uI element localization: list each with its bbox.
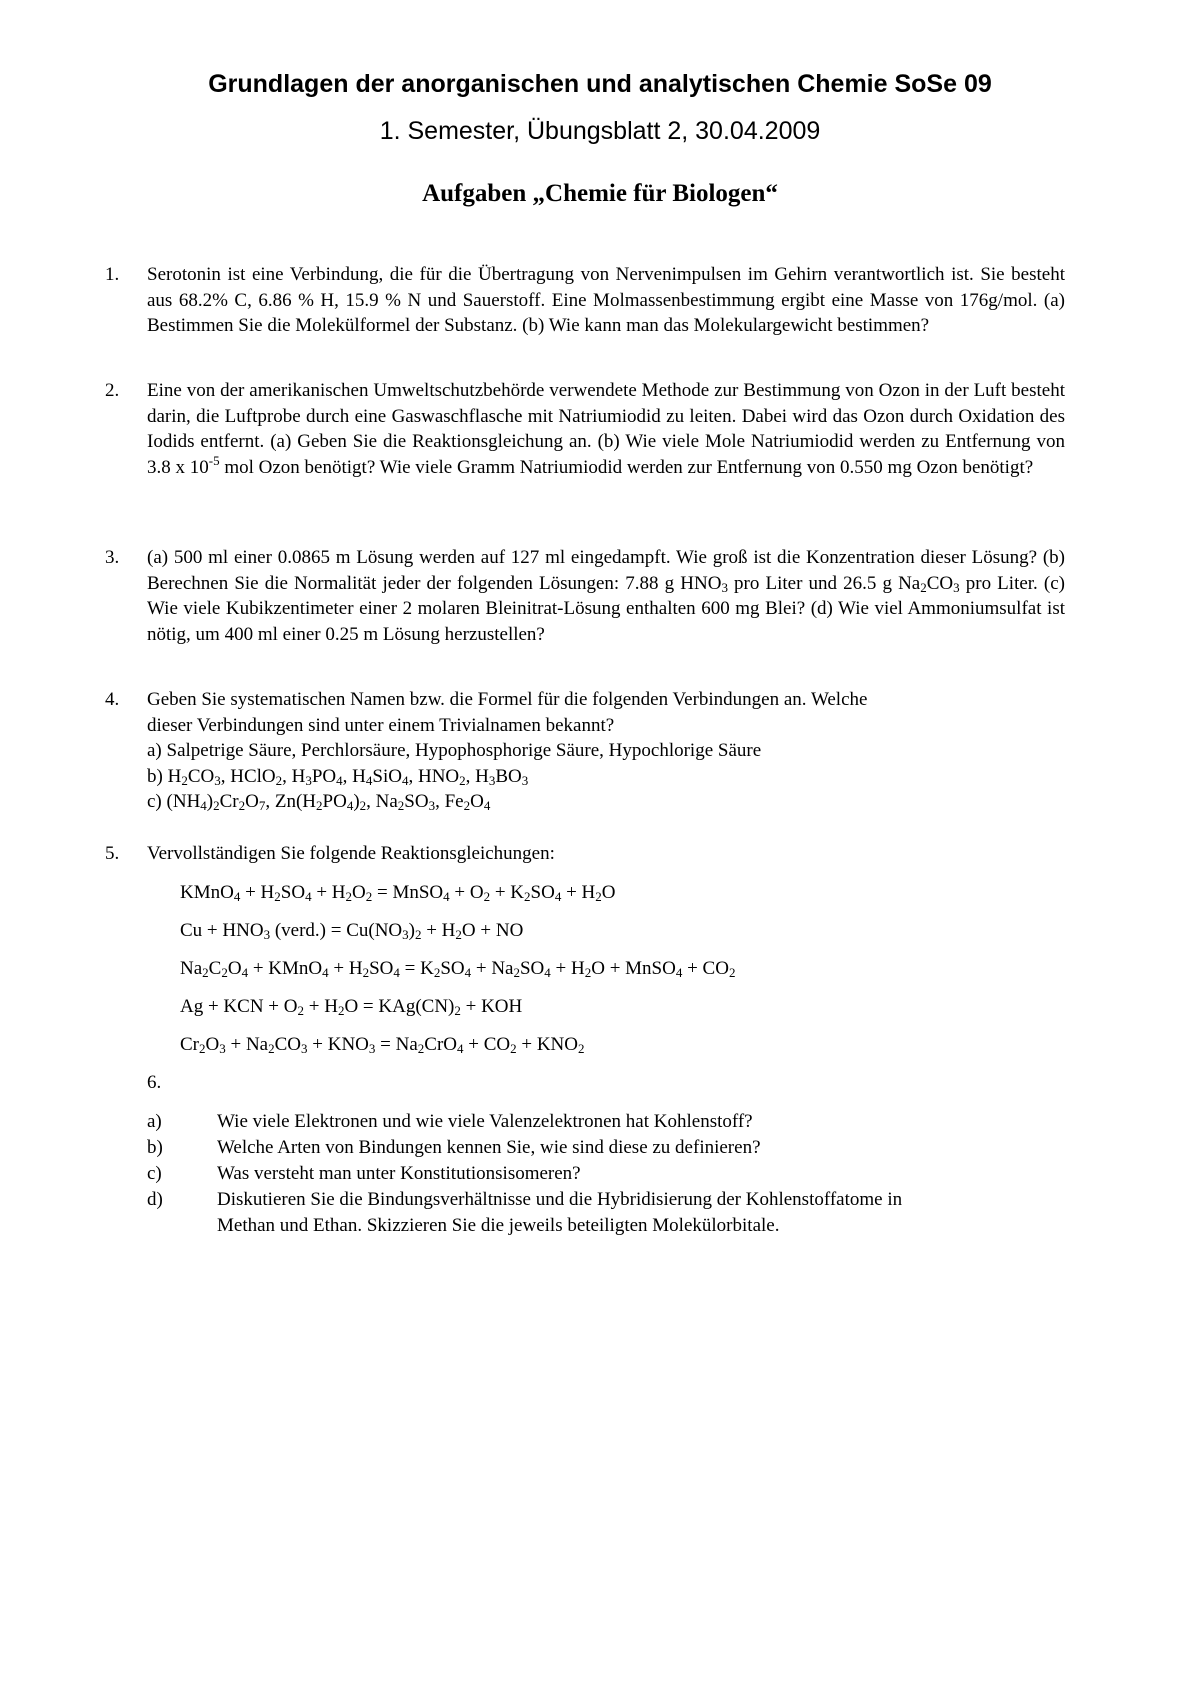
page-title: Grundlagen der anorganischen und analytischen Chemie SoSe 09 bbox=[208, 70, 992, 98]
task-text-line: a) Salpetrige Säure, Perchlorsäure, Hypophosphorige Säure, Hypochlorige Säure bbox=[147, 740, 762, 761]
task-text: (a) 500 ml einer 0.0865 m Lösung werden auf 127 ml eingedampft. Wie groß ist die Konzentration dieser Lösung? (b) Berechnen Sie die Normalität jeder der folgenden Lösungen: 7.88 g $HNO_3$ pro Liter und 26.5 g $Na_2CO_3$ pro Liter. (c) Wie viele Kubikzentimeter einer 2 molaren Bleinitrat-Lösung enthalten 600 mg Blei? (d) Wie viel Ammoniumsulfat ist nötig, um 400 ml einer 0.25 m Lösung herzustellen? bbox=[147, 547, 1065, 645]
equation-3: $Na_2C_2O_4$ + KMnO$_4$ + $H_2SO_4 = K_2SO_4 + Na_2SO_4 + H_2O$ + MnSO$_4$ + $CO_2$ bbox=[180, 958, 736, 980]
equation-1: KMnO$_4$ + $H_2SO_4 + H_2O_2$ = MnSO$_4$ + $O_2 + K_2SO_4 + H_2O$ bbox=[180, 882, 616, 904]
task-number: 1. bbox=[105, 264, 120, 285]
task-2 bbox=[105, 378, 1065, 480]
task-text: Eine von der amerikanischen Umweltschutzbehörde verwendete Methode zur Bestimmung von Ozon in der Luft besteht darin, die Luftprobe durch eine Gaswaschflasche mit Natriumiodid zu leiten. Dabei wird das Ozon durch Oxidation des Iodids entfernt. (a) Geben Sie die Reaktionsgleichung an. (b) Wie viele Mole Natriumiodid werden zu Entfernung von 3.8 x $10^{-5}$ mol Ozon benötigt? Wie viele Gramm Natriumiodid werden zur Entfernung von 0.550 mg Ozon benötigt? bbox=[147, 380, 1065, 478]
task-text: Vervollständigen Sie folgende Reaktionsgleichungen: bbox=[147, 843, 555, 864]
formula-line-b: b) $H_2CO_3$, HClO$_2$, $H_3PO_4$, $H_4SiO_4$, $HNO_2$, $H_3BO_3$ bbox=[147, 765, 529, 788]
section-heading: Aufgaben „Chemie für Biologen“ bbox=[422, 180, 778, 207]
task-5 bbox=[105, 841, 1065, 867]
task-text-line: Geben Sie systematischen Namen bzw. die Formel für die folgenden Verbindungen an. Welche bbox=[147, 689, 868, 710]
task-4 bbox=[105, 687, 1065, 815]
equation-2: $Cu + HNO_3$ (verd.) = $Cu(NO_3)_2 + H_2O$ + NO bbox=[180, 920, 524, 942]
task-number: 3. bbox=[105, 547, 120, 568]
worksheet-page: Grundlagen der anorganischen und analytischen Chemie SoSe 09 1. Semester, Übungsblatt 2, 30.04.2009 Aufgaben „Chemie für Biologen“ 1. Serotonin ist eine Verbindung, die für die Übertragung von Nervenimpulsen im Gehirn verantwortlich ist. Sie besteht aus 68.2% C, 6.86 % H, 15.9 % N und Sauerstoff. Eine Molmassenbestimmung ergibt eine Masse von 176g/mol. (a) Bestimmen Sie die Molekülformel der Substanz. (b) Wie kann man das Molekulargewicht bestimmen? 2. Eine von der amerikanischen Umweltschutzbehörde verwendete Methode zur Bestimmung von Ozon in der Luft besteht darin, die Luftprobe durch eine Gaswaschflasche mit Natriumiodid zu leiten. Dabei wird das Ozon durch Oxidation des Iodids entfernt. (a) Geben Sie die Reaktionsgleichung an. (b) Wie viele Mole Natriumiodid werden zu Entfernung von 3.8 x $10^{-5}$ mol Ozon benötigt? Wie viele Gramm Natriumiodid werden zur Entfernung von 0.550 mg Ozon benötigt? 3. (a) 500 ml einer 0.0865 m Lösung werden auf 127 ml eingedampft. Wie groß ist die Konzentration dieser Lösung? (b) Berechnen Sie die Normalität jeder der folgenden Lösungen: 7.88 g $HNO_3$ pro Liter und 26.5 g $Na_2CO_3$ pro Liter. (c) Wie viele Kubikzentimeter einer 2 molaren Bleinitrat-Lösung enthalten 600 mg Blei? (d) Wie viel Ammoniumsulfat ist nötig, um 400 ml einer 0.25 m Lösung herzustellen? 4. Geben Sie systematischen Namen bzw. die Formel für die folgenden Verbindungen an. Welche dieser Verbindungen sind unter einem Trivialnamen bekannt? a) Salpetrige Säure, Perchlorsäure, Hypophosphorige Säure, Hypochlorige Säure b) $H_2CO_3$, HClO$_2$, $H_3PO_4$, $H_4SiO_4$, $HNO_2$, $H_3BO_3$ c) $(NH_4)_2Cr_2O_7$, $Zn(H_2PO_4)_2$, $Na_2SO_3$, $Fe_2O_4$ 5. Vervollständigen Sie folgende Reaktionsgleichungen: KMnO$_4$ + $H_2SO_4 + H_2O_2$ = MnSO$_4$ + $O_2 + K_2SO_4 + H_2O$ $Cu + HNO_3$ (verd.) = $Cu(NO_3)_2 + H_2O$ + NO $Na_2C_2O_4$ + KMnO$_4$ + $H_2SO_4 = K_2SO_4 + Na_2SO_4 + H_2O$ + MnSO$_4$ + $CO_2$ Ag + KCN + $O_2 + H_2O = KAg(CN)_2$ + KOH $Cr_2O_3 + Na_2CO_3 + KNO_3 = Na_2CrO_4 + CO_2 + KNO_2$ 6. a) Wie viele Elektronen und wie viele Valenzelektronen hat Kohlenstoff? b) Welche Arten von Bindungen kennen Sie, wie sind diese zu definieren? c) Was versteht man unter Konstitutionsisomeren? d) Diskutieren Sie die Bindungsverhältnisse und die Hybridisierung der Kohlenstoffatome in Methan und Ethan. Skizzieren Sie die jeweils beteiligten Molekülorbitale. bbox=[0, 0, 1200, 1698]
task-number: 2. bbox=[105, 380, 120, 401]
formula-line-c: c) $(NH_4)_2Cr_2O_7$, $Zn(H_2PO_4)_2$, $Na_2SO_3$, $Fe_2O_4$ bbox=[147, 791, 491, 813]
task-number: 4. bbox=[105, 689, 120, 710]
task-text-line: dieser Verbindungen sind unter einem Trivialnamen bekannt? bbox=[147, 714, 615, 736]
equation-5: $Cr_2O_3 + Na_2CO_3 + KNO_3 = Na_2CrO_4 + CO_2 + KNO_2$ bbox=[180, 1034, 585, 1056]
task-1 bbox=[105, 262, 1065, 339]
task-text: Serotonin ist eine Verbindung, die für die Übertragung von Nervenimpulsen im Gehirn verantwortlich ist. Sie besteht aus 68.2% C, 6.86 % H, 15.9 % N und Sauerstoff. Eine Molmassenbestimmung ergibt eine Masse von 176g/mol. (a) Bestimmen Sie die Molekülformel der Substanz. (b) Wie kann man das Molekulargewicht bestimmen? bbox=[147, 264, 1065, 336]
task-3 bbox=[105, 545, 1065, 647]
task-number: 5. bbox=[105, 843, 120, 864]
equation-4: Ag + KCN + $O_2 + H_2O = KAg(CN)_2$ + KOH bbox=[180, 996, 523, 1018]
page-subtitle: 1. Semester, Übungsblatt 2, 30.04.2009 bbox=[379, 117, 821, 145]
exponent: -5 bbox=[208, 452, 220, 468]
